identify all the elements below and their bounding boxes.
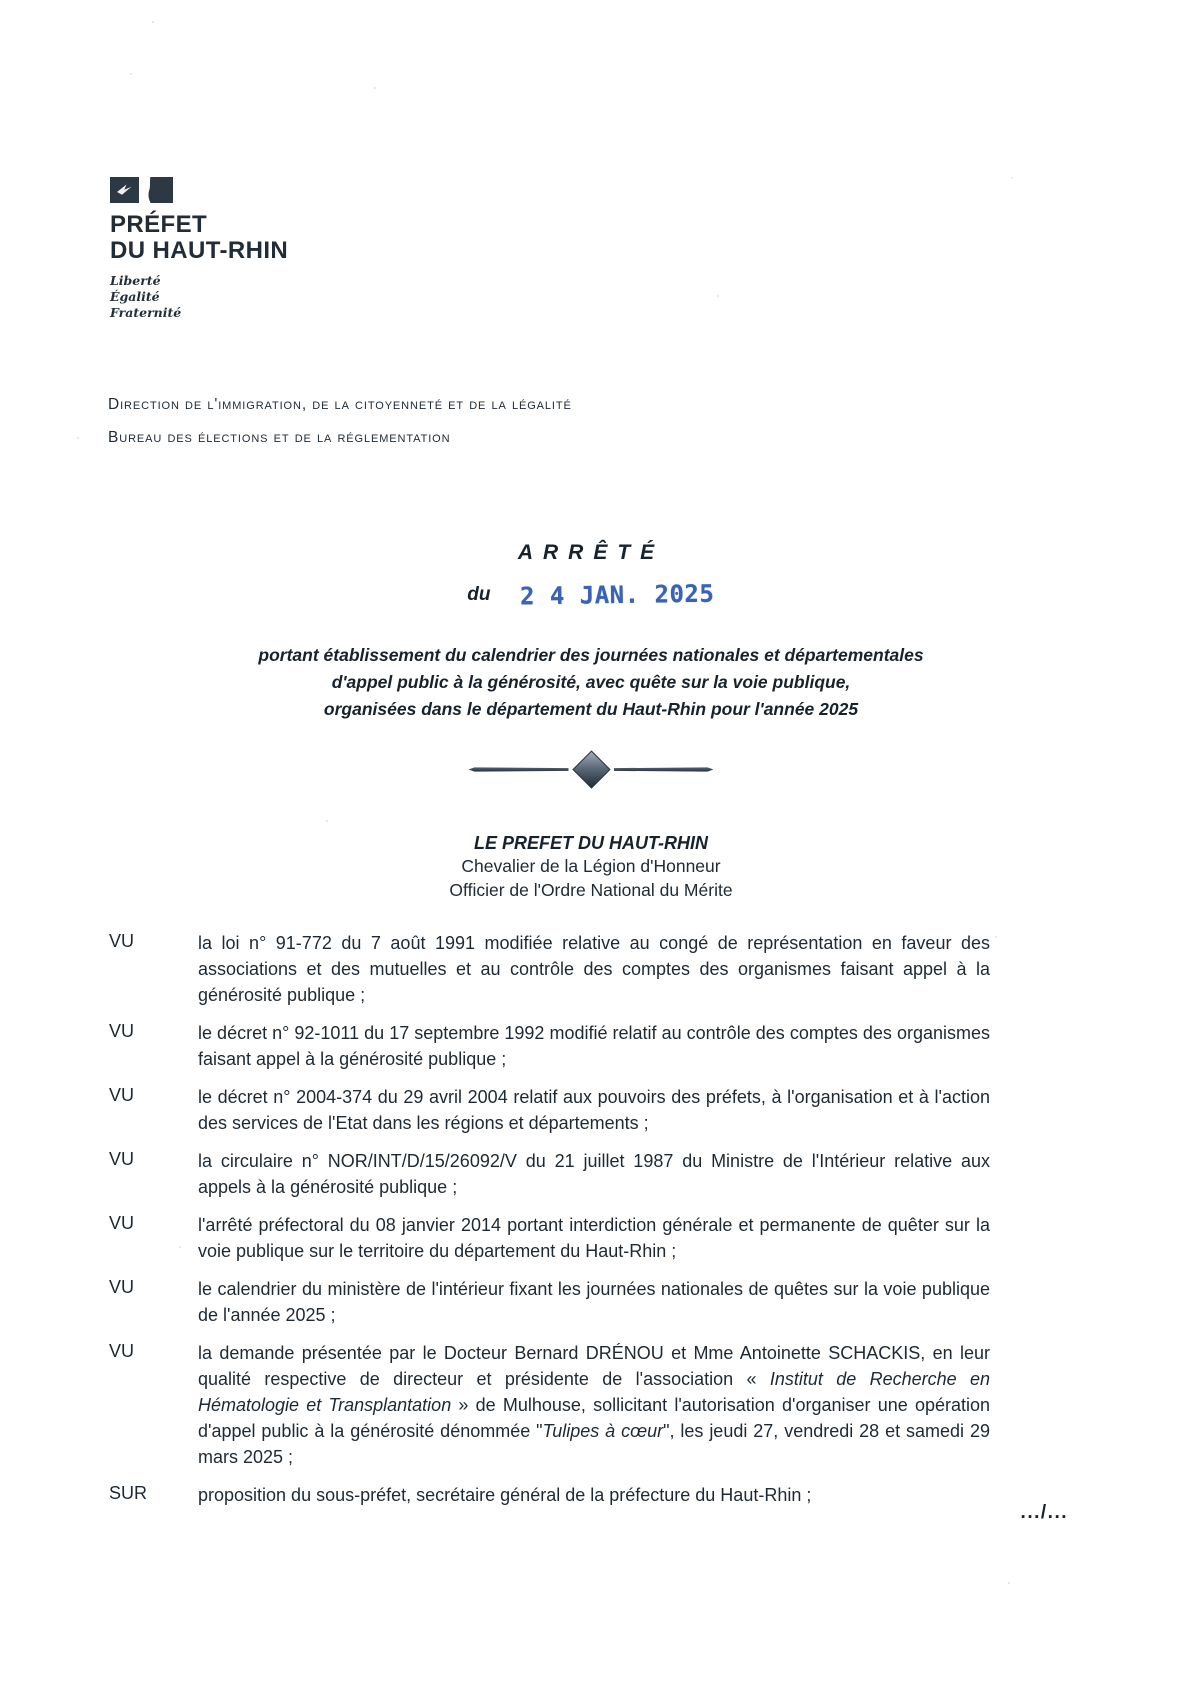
issuing-service [108, 396, 572, 447]
preamble-honor-2: Officier de l'Ordre National du Mérite [449, 880, 733, 900]
document-subject [192, 642, 990, 723]
marianne-logo-icon [110, 176, 176, 204]
recitals-list [103, 930, 990, 1520]
recital-text: le calendrier du ministère de l'intérieur fixant les journées nationales de quêtes sur la voie publique de l'année 2025 ; [198, 1279, 990, 1325]
recital-row [103, 1276, 990, 1328]
recital-label: SUR [109, 1483, 148, 1503]
recital-text: l'arrêté préfectoral du 08 janvier 2014 portant interdiction générale et permanente de quêter sur la voie publique sur le territoire du département du Haut-Rhin ; [198, 1215, 990, 1261]
direction-name: Direction de l'immigration, de la citoyenneté et de la légalité [108, 396, 572, 413]
preamble-honor-1: Chevalier de la Légion d'Honneur [461, 856, 721, 876]
recital-row [103, 1482, 990, 1508]
recital-text: la loi n° 91-772 du 7 août 1991 modifiée relative au congé de représentation en faveur des associations et des mutuelles et au contrôle des comptes des organismes faisant appel à la générosité publique ; [198, 933, 990, 1005]
letterhead [110, 176, 288, 321]
recital-label: VU [109, 1277, 135, 1297]
recital-label: VU [109, 1213, 135, 1233]
recital-label: VU [109, 1085, 135, 1105]
date-line [192, 581, 990, 609]
recital-label: VU [109, 931, 135, 951]
preamble [192, 833, 990, 902]
recital-row [103, 930, 990, 1008]
ornamental-divider [192, 756, 990, 783]
recital-text: la circulaire n° NOR/INT/D/15/26092/V du 21 juillet 1987 du Ministre de l'Intérieur relative aux appels à la générosité publique ; [198, 1151, 990, 1197]
motto-fraternite: Fraternité [110, 305, 182, 320]
motto-egalite: Égalité [110, 289, 160, 304]
continuation-mark: .../... [1020, 1502, 1068, 1523]
recital-label: VU [109, 1341, 135, 1361]
recital-label: VU [109, 1021, 135, 1041]
motto [110, 273, 288, 321]
recital-row [103, 1020, 990, 1072]
recital-text: le décret n° 92-1011 du 17 septembre 1992 modifié relatif au contrôle des comptes des organismes faisant appel à la générosité publique ; [198, 1023, 990, 1069]
prefecture-name-line1: PRÉFET [110, 211, 208, 238]
recital-text: le décret n° 2004-374 du 29 avril 2004 relatif aux pouvoirs des préfets, à l'organisation et à l'action des services de l'Etat dans les régions et départements ; [198, 1087, 990, 1133]
prefecture-name-line2: DU HAUT-RHIN [110, 237, 289, 264]
recital-row [103, 1212, 990, 1264]
subject-line-3: organisées dans le département du Haut-Rhin pour l'année 2025 [323, 699, 859, 719]
recital-label: VU [109, 1149, 135, 1169]
recital-text: la demande présentée par le Docteur Bernard DRÉNOU et Mme Antoinette SCHACKIS, en leur qualité respective de directeur et présidente de l'association « Institut de Recherche en Hématologie et Transplantation » de Mulhouse, sollicitant l'autorisation d'organiser une opération d'appel public à la générosité dénommée "Tulipes à cœur", les jeudi 27, vendredi 28 et samedi 29 mars 2025 ; [198, 1343, 990, 1467]
divider-line-left [469, 767, 569, 772]
subject-line-1: portant établissement du calendrier des journées nationales et départementales [258, 645, 924, 665]
motto-liberte: Liberté [110, 273, 161, 288]
date-prefix: du [467, 584, 491, 605]
subject-line-2: d'appel public à la générosité, avec quête sur la voie publique, [331, 672, 851, 692]
divider-diamond-icon [572, 750, 610, 788]
recital-text: proposition du sous-préfet, secrétaire général de la préfecture du Haut-Rhin ; [198, 1485, 812, 1505]
recital-row [103, 1148, 990, 1200]
divider-line-right [614, 767, 714, 772]
recital-row [103, 1084, 990, 1136]
date-stamp: 2 4 JAN. 2025 [520, 579, 715, 611]
preamble-author: LE PREFET DU HAUT-RHIN [474, 833, 708, 853]
bureau-name: Bureau des élections et de la réglementation [108, 429, 451, 446]
recital-row [103, 1340, 990, 1470]
document-title: ARRÊTÉ [517, 541, 665, 564]
